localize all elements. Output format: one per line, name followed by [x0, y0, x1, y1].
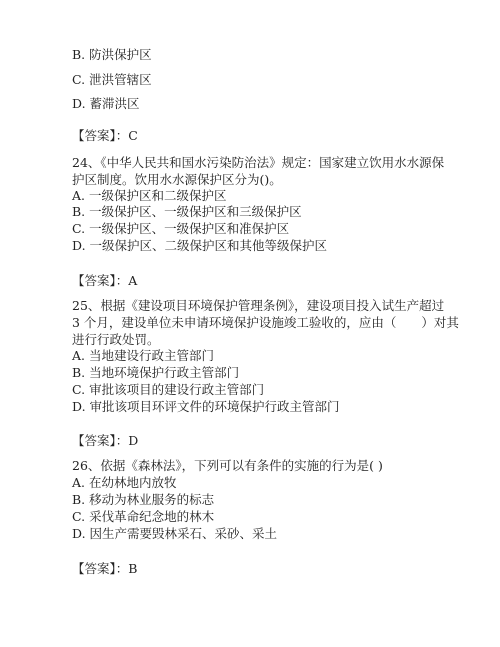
q25-stem-line-1: 25、根据《建设项目环境保护管理条例》，建设项目投入试生产超过 — [72, 298, 445, 313]
q26-stem-line-1: 26、依据《森林法》，下列可以有条件的实施的行为是( ) — [72, 458, 383, 473]
q24-stem-line-1: 24、《中华人民共和国水污染防治法》规定：国家建立饮用水水源保 — [72, 155, 445, 170]
q25-option-c: C. 审批该项目的建设行政主管部门 — [72, 382, 265, 397]
q23-option-c: C. 泄洪管辖区 — [72, 72, 152, 87]
q24-option-c: C. 一级保护区、一级保护区和准保护区 — [72, 221, 290, 236]
q25-stem-line-3: 进行行政处罚。 — [72, 332, 160, 347]
q25-stem-line-2: 3 个月，建设单位未申请环境保护设施竣工验收的，应由（ ）对其 — [72, 315, 459, 330]
q25-option-a: A. 当地建设行政主管部门 — [72, 348, 214, 363]
q25-answer: 【答案】：D — [72, 433, 139, 448]
q26-option-a: A. 在幼林地内放牧 — [72, 475, 177, 490]
q23-option-b: B. 防洪保护区 — [72, 47, 152, 62]
q25-option-b: B. 当地环境保护行政主管部门 — [72, 365, 240, 380]
q24-stem-line-2: 护区制度。饮用水水源保护区分为()。 — [72, 172, 282, 187]
q24-option-a: A. 一级保护区和二级保护区 — [72, 188, 227, 203]
q26-option-b: B. 移动为林业服务的标志 — [72, 492, 215, 507]
q23-option-d: D. 蓄滞洪区 — [72, 96, 140, 111]
q24-answer: 【答案】：A — [72, 273, 138, 288]
q24-option-b: B. 一级保护区、一级保护区和三级保护区 — [72, 204, 302, 219]
q26-option-c: C. 采伐革命纪念地的林木 — [72, 509, 215, 524]
q25-option-d: D. 审批该项目环评文件的环境保护行政主管部门 — [72, 399, 340, 414]
q26-option-d: D. 因生产需要毁林采石、采砂、采土 — [72, 526, 278, 541]
q26-answer: 【答案】：B — [72, 561, 138, 576]
q23-answer: 【答案】：C — [72, 128, 138, 143]
q24-option-d: D. 一级保护区、二级保护区和其他等级保护区 — [72, 238, 328, 253]
